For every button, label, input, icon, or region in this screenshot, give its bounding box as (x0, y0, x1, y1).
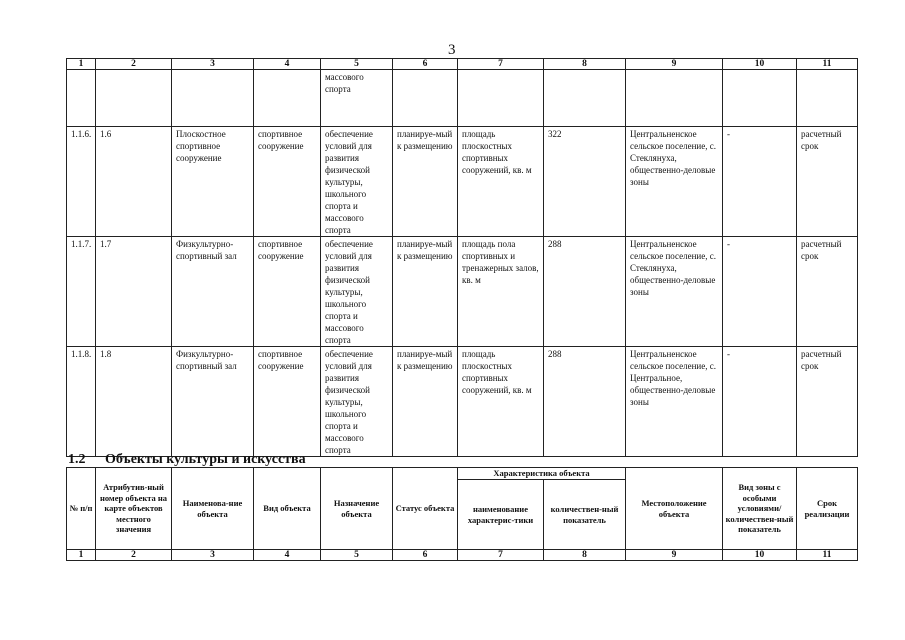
col-num: 2 (96, 550, 172, 561)
header-status: Статус объекта (393, 468, 458, 550)
object-kind: спортивное сооружение (254, 237, 321, 347)
zone-type: - (723, 127, 797, 237)
object-name: Физкультурно-спортивный зал (172, 237, 254, 347)
attr-number: 1.6 (96, 127, 172, 237)
col-num: 9 (626, 550, 723, 561)
header-number: № п/п (67, 468, 96, 550)
col-num: 1 (67, 550, 96, 561)
page-number: 3 (448, 42, 456, 58)
header-name: Наименова-ние объекта (172, 468, 254, 550)
objects-table (66, 58, 858, 457)
attr-number: 1.8 (96, 347, 172, 457)
object-name: Физкультурно-спортивный зал (172, 347, 254, 457)
col-num: 4 (254, 550, 321, 561)
realization-term: расчетный срок (797, 347, 858, 457)
header-characteristic: Характеристика объекта (458, 468, 626, 480)
col-num: 1 (67, 59, 96, 70)
object-location: Центральненское сельское поселение, с. Стеклянуха, общественно-деловые зоны (626, 237, 723, 347)
header-term: Срок реализации (797, 468, 858, 550)
object-location: Центральненское сельское поселение, с. Центральное, общественно-деловые зоны (626, 347, 723, 457)
purpose-cell: массового спорта (321, 70, 393, 127)
header-purpose: Назначение объекта (321, 468, 393, 550)
col-num: 4 (254, 59, 321, 70)
col-num: 5 (321, 550, 393, 561)
col-num: 6 (393, 550, 458, 561)
section-heading (68, 452, 306, 468)
col-num: 9 (626, 59, 723, 70)
table-row (67, 347, 858, 457)
header-location: Местоположение объекта (626, 468, 723, 550)
header-kind: Вид объекта (254, 468, 321, 550)
object-status: планируе-мый к размещению (393, 237, 458, 347)
table-row (67, 237, 858, 347)
col-num: 3 (172, 550, 254, 561)
section-number: 1.2 (68, 452, 86, 467)
row-number: 1.1.8. (67, 347, 96, 457)
object-purpose: обеспечение условий для развития физической культуры, школьного спорта и массового спорта (321, 237, 393, 347)
characteristic-value: 322 (544, 127, 626, 237)
col-num: 10 (723, 550, 797, 561)
column-number-row (67, 59, 858, 70)
header-attr: Атрибутив-ный номер объекта на карте объектов местного значения (96, 468, 172, 550)
table-row (67, 127, 858, 237)
table-row (67, 70, 858, 127)
characteristic-value: 288 (544, 347, 626, 457)
object-name: Плоскостное спортивное сооружение (172, 127, 254, 237)
col-num: 6 (393, 59, 458, 70)
object-kind: спортивное сооружение (254, 347, 321, 457)
row-number: 1.1.7. (67, 237, 96, 347)
realization-term: расчетный срок (797, 237, 858, 347)
attr-number: 1.7 (96, 237, 172, 347)
column-number-row (67, 550, 858, 561)
object-location: Центральненское сельское поселение, с. Стеклянуха, общественно-деловые зоны (626, 127, 723, 237)
col-num: 7 (458, 550, 544, 561)
object-status: планируе-мый к размещению (393, 127, 458, 237)
col-num: 8 (544, 550, 626, 561)
object-purpose: обеспечение условий для развития физической культуры, школьного спорта и массового спорта (321, 347, 393, 457)
col-num: 10 (723, 59, 797, 70)
col-num: 2 (96, 59, 172, 70)
object-status: планируе-мый к размещению (393, 347, 458, 457)
zone-type: - (723, 347, 797, 457)
culture-objects-table-header (66, 467, 858, 561)
header-zone: Вид зоны с особыми условиями/ количествен-ный показатель (723, 468, 797, 550)
col-num: 7 (458, 59, 544, 70)
zone-type: - (723, 237, 797, 347)
header-characteristic-value: количествен-ный показатель (544, 480, 626, 550)
characteristic-name: площадь плоскостных спортивных сооружений, кв. м (458, 127, 544, 237)
col-num: 11 (797, 59, 858, 70)
object-purpose: обеспечение условий для развития физической культуры, школьного спорта и массового спорта (321, 127, 393, 237)
col-num: 3 (172, 59, 254, 70)
row-number: 1.1.6. (67, 127, 96, 237)
col-num: 8 (544, 59, 626, 70)
object-kind: спортивное сооружение (254, 127, 321, 237)
characteristic-value: 288 (544, 237, 626, 347)
characteristic-name: площадь пола спортивных и тренажерных залов, кв. м (458, 237, 544, 347)
section-title: Объекты культуры и искусства (105, 452, 306, 467)
col-num: 11 (797, 550, 858, 561)
realization-term: расчетный срок (797, 127, 858, 237)
col-num: 5 (321, 59, 393, 70)
header-characteristic-name: наименование характерис-тики (458, 480, 544, 550)
characteristic-name: площадь плоскостных спортивных сооружений, кв. м (458, 347, 544, 457)
